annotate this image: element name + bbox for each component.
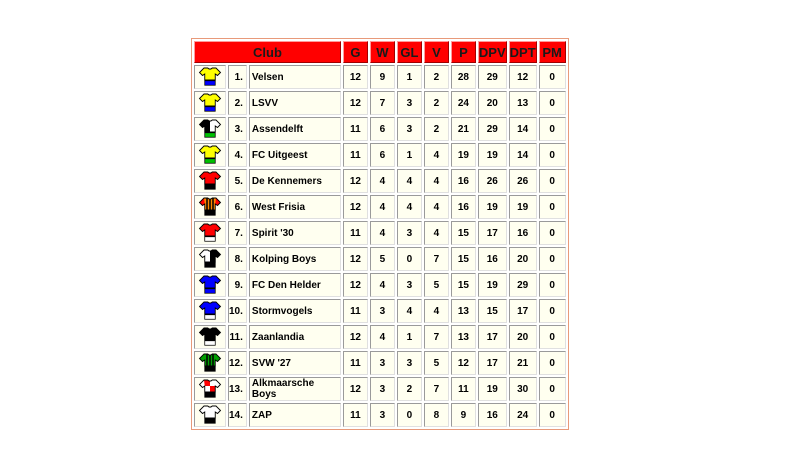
dpt-cell: 20 [509, 247, 537, 271]
club-shirt-icon [194, 403, 226, 427]
standings-table [191, 38, 569, 430]
table-row [194, 143, 566, 167]
w-cell: 6 [370, 143, 395, 167]
dpv-cell: 20 [478, 91, 507, 115]
v-cell: 7 [424, 377, 449, 401]
table-row [194, 377, 566, 401]
g-cell: 12 [343, 377, 368, 401]
gl-cell: 1 [397, 325, 422, 349]
g-cell: 11 [343, 221, 368, 245]
dpv-cell: 17 [478, 221, 507, 245]
dpv-cell: 19 [478, 377, 507, 401]
rank-cell: 4. [228, 143, 247, 167]
dpt-cell: 16 [509, 221, 537, 245]
header-pm: PM [539, 41, 566, 63]
club-shirt-icon [194, 325, 226, 349]
rank-cell: 14. [228, 403, 247, 427]
pm-cell: 0 [539, 221, 566, 245]
v-cell: 4 [424, 221, 449, 245]
dpt-cell: 24 [509, 403, 537, 427]
table-row [194, 299, 566, 323]
club-name-link[interactable]: FC Uitgeest [249, 143, 341, 167]
gl-cell: 4 [397, 299, 422, 323]
w-cell: 4 [370, 169, 395, 193]
club-name-link[interactable]: Spirit '30 [249, 221, 341, 245]
table-row [194, 325, 566, 349]
w-cell: 6 [370, 117, 395, 141]
v-cell: 2 [424, 117, 449, 141]
dpt-cell: 26 [509, 169, 537, 193]
pm-cell: 0 [539, 247, 566, 271]
header-club: Club [194, 41, 341, 63]
pm-cell: 0 [539, 195, 566, 219]
club-name-link[interactable]: SVW '27 [249, 351, 341, 375]
v-cell: 7 [424, 325, 449, 349]
club-shirt-icon [194, 273, 226, 297]
p-cell: 13 [451, 299, 476, 323]
p-cell: 15 [451, 273, 476, 297]
gl-cell: 0 [397, 247, 422, 271]
club-shirt-icon [194, 377, 226, 401]
club-name-link[interactable]: ZAP [249, 403, 341, 427]
dpv-cell: 29 [478, 65, 507, 89]
v-cell: 8 [424, 403, 449, 427]
pm-cell: 0 [539, 65, 566, 89]
header-g: G [343, 41, 368, 63]
table-row [194, 65, 566, 89]
pm-cell: 0 [539, 299, 566, 323]
w-cell: 4 [370, 273, 395, 297]
gl-cell: 4 [397, 195, 422, 219]
club-shirt-icon [194, 351, 226, 375]
gl-cell: 3 [397, 351, 422, 375]
g-cell: 12 [343, 273, 368, 297]
gl-cell: 2 [397, 377, 422, 401]
dpv-cell: 16 [478, 403, 507, 427]
dpt-cell: 12 [509, 65, 537, 89]
club-name-link[interactable]: Zaanlandia [249, 325, 341, 349]
header-v: V [424, 41, 449, 63]
w-cell: 5 [370, 247, 395, 271]
g-cell: 11 [343, 117, 368, 141]
table-row [194, 403, 566, 427]
p-cell: 19 [451, 143, 476, 167]
rank-cell: 11. [228, 325, 247, 349]
table-row [194, 247, 566, 271]
dpt-cell: 14 [509, 117, 537, 141]
g-cell: 12 [343, 195, 368, 219]
rank-cell: 1. [228, 65, 247, 89]
pm-cell: 0 [539, 143, 566, 167]
g-cell: 11 [343, 351, 368, 375]
gl-cell: 1 [397, 65, 422, 89]
table-row [194, 273, 566, 297]
g-cell: 11 [343, 143, 368, 167]
p-cell: 11 [451, 377, 476, 401]
club-shirt-icon [194, 91, 226, 115]
w-cell: 4 [370, 195, 395, 219]
rank-cell: 7. [228, 221, 247, 245]
dpv-cell: 17 [478, 351, 507, 375]
dpt-cell: 17 [509, 299, 537, 323]
dpt-cell: 14 [509, 143, 537, 167]
p-cell: 16 [451, 195, 476, 219]
club-name-link[interactable]: De Kennemers [249, 169, 341, 193]
gl-cell: 3 [397, 91, 422, 115]
dpt-cell: 29 [509, 273, 537, 297]
club-shirt-icon [194, 169, 226, 193]
gl-cell: 3 [397, 273, 422, 297]
header-row [194, 41, 566, 63]
p-cell: 13 [451, 325, 476, 349]
dpv-cell: 17 [478, 325, 507, 349]
club-shirt-icon [194, 143, 226, 167]
rank-cell: 3. [228, 117, 247, 141]
club-name-link[interactable]: Assendelft [249, 117, 341, 141]
v-cell: 4 [424, 143, 449, 167]
pm-cell: 0 [539, 325, 566, 349]
club-name-link[interactable]: Kolping Boys [249, 247, 341, 271]
rank-cell: 5. [228, 169, 247, 193]
header-w: W [370, 41, 395, 63]
p-cell: 9 [451, 403, 476, 427]
gl-cell: 1 [397, 143, 422, 167]
table-row [194, 195, 566, 219]
gl-cell: 4 [397, 169, 422, 193]
dpv-cell: 19 [478, 143, 507, 167]
dpv-cell: 29 [478, 117, 507, 141]
rank-cell: 13. [228, 377, 247, 401]
dpt-cell: 21 [509, 351, 537, 375]
g-cell: 12 [343, 247, 368, 271]
table-row [194, 117, 566, 141]
w-cell: 3 [370, 351, 395, 375]
table-row [194, 91, 566, 115]
v-cell: 4 [424, 169, 449, 193]
dpv-cell: 19 [478, 195, 507, 219]
dpv-cell: 15 [478, 299, 507, 323]
g-cell: 12 [343, 65, 368, 89]
dpv-cell: 19 [478, 273, 507, 297]
header-p: P [451, 41, 476, 63]
table-row [194, 351, 566, 375]
club-name-link[interactable]: FC Den Helder [249, 273, 341, 297]
dpt-cell: 19 [509, 195, 537, 219]
club-name-link[interactable]: Stormvogels [249, 299, 341, 323]
dpv-cell: 26 [478, 169, 507, 193]
v-cell: 2 [424, 65, 449, 89]
w-cell: 4 [370, 221, 395, 245]
dpt-cell: 30 [509, 377, 537, 401]
v-cell: 5 [424, 351, 449, 375]
gl-cell: 3 [397, 221, 422, 245]
table-row [194, 221, 566, 245]
v-cell: 4 [424, 299, 449, 323]
dpt-cell: 13 [509, 91, 537, 115]
gl-cell: 3 [397, 117, 422, 141]
pm-cell: 0 [539, 117, 566, 141]
club-shirt-icon [194, 221, 226, 245]
rank-cell: 6. [228, 195, 247, 219]
g-cell: 11 [343, 403, 368, 427]
gl-cell: 0 [397, 403, 422, 427]
pm-cell: 0 [539, 377, 566, 401]
pm-cell: 0 [539, 403, 566, 427]
club-shirt-icon [194, 247, 226, 271]
rank-cell: 10. [228, 299, 247, 323]
g-cell: 12 [343, 91, 368, 115]
p-cell: 24 [451, 91, 476, 115]
w-cell: 3 [370, 377, 395, 401]
p-cell: 16 [451, 169, 476, 193]
g-cell: 12 [343, 169, 368, 193]
rank-cell: 9. [228, 273, 247, 297]
w-cell: 9 [370, 65, 395, 89]
table-body [194, 65, 566, 427]
v-cell: 5 [424, 273, 449, 297]
pm-cell: 0 [539, 169, 566, 193]
club-shirt-icon [194, 195, 226, 219]
club-shirt-icon [194, 117, 226, 141]
p-cell: 12 [451, 351, 476, 375]
rank-cell: 2. [228, 91, 247, 115]
club-name-link[interactable]: LSVV [249, 91, 341, 115]
g-cell: 11 [343, 299, 368, 323]
pm-cell: 0 [539, 91, 566, 115]
table-row [194, 169, 566, 193]
header-dpt: DPT [509, 41, 537, 63]
header-gl: GL [397, 41, 422, 63]
rank-cell: 12. [228, 351, 247, 375]
w-cell: 7 [370, 91, 395, 115]
club-shirt-icon [194, 299, 226, 323]
p-cell: 28 [451, 65, 476, 89]
club-shirt-icon [194, 65, 226, 89]
club-name-link[interactable]: Alkmaarsche Boys [249, 377, 341, 401]
g-cell: 12 [343, 325, 368, 349]
p-cell: 15 [451, 247, 476, 271]
v-cell: 4 [424, 195, 449, 219]
v-cell: 7 [424, 247, 449, 271]
club-name-link[interactable]: Velsen [249, 65, 341, 89]
p-cell: 15 [451, 221, 476, 245]
dpv-cell: 16 [478, 247, 507, 271]
w-cell: 3 [370, 299, 395, 323]
rank-cell: 8. [228, 247, 247, 271]
dpt-cell: 20 [509, 325, 537, 349]
p-cell: 21 [451, 117, 476, 141]
pm-cell: 0 [539, 273, 566, 297]
w-cell: 3 [370, 403, 395, 427]
w-cell: 4 [370, 325, 395, 349]
v-cell: 2 [424, 91, 449, 115]
pm-cell: 0 [539, 351, 566, 375]
header-dpv: DPV [478, 41, 507, 63]
club-name-link[interactable]: West Frisia [249, 195, 341, 219]
